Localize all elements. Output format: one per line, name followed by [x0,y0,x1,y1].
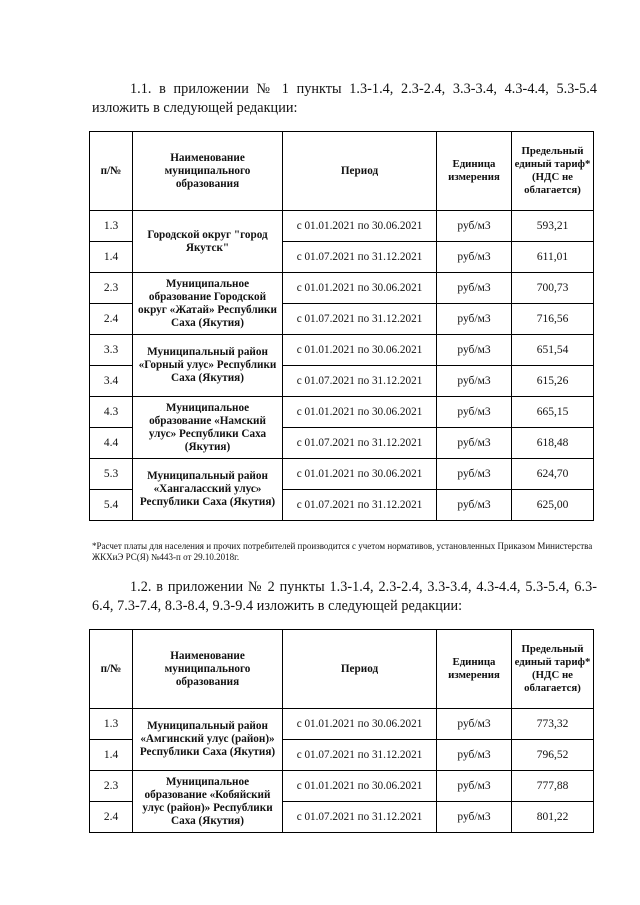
row-number: 2.4 [90,802,133,833]
period-cell: с 01.01.2021 по 30.06.2021 [283,397,437,428]
table-row [90,709,594,740]
unit-cell: руб/м3 [437,740,512,771]
tariff-value: 801,22 [512,802,594,833]
unit-cell: руб/м3 [437,802,512,833]
table-body [90,709,594,833]
header-municipality: Наименование муниципального образования [133,630,283,709]
period-cell: с 01.07.2021 по 31.12.2021 [283,740,437,771]
municipality-name: Муниципальный район «Хангаласский улус» Республики Саха (Якутия) [133,459,283,521]
period-cell: с 01.01.2021 по 30.06.2021 [283,709,437,740]
tariff-value: 773,32 [512,709,594,740]
tariff-value: 796,52 [512,740,594,771]
table-header-row [90,630,594,709]
municipality-name: Муниципальное образование Городской округ «Жатай» Республики Саха (Якутия) [133,273,283,335]
period-cell: с 01.01.2021 по 30.06.2021 [283,211,437,242]
footnote: *Расчет платы для населения и прочих потребителей производится с учетом нормативов, установленных Приказом Министерства ЖКХиЭ РС(Я) №443-п от 29.10.2018г. [92,541,593,562]
tariff-value: 700,73 [512,273,594,304]
period-cell: с 01.07.2021 по 31.12.2021 [283,366,437,397]
period-cell: с 01.07.2021 по 31.12.2021 [283,490,437,521]
row-number: 3.3 [90,335,133,366]
row-number: 2.3 [90,771,133,802]
period-cell: с 01.01.2021 по 30.06.2021 [283,771,437,802]
unit-cell: руб/м3 [437,273,512,304]
period-cell: с 01.07.2021 по 31.12.2021 [283,802,437,833]
row-number: 1.4 [90,740,133,771]
row-number: 4.3 [90,397,133,428]
municipality-name: Муниципальное образование «Кобяйский улус (район)» Республики Саха (Якутия) [133,771,283,833]
municipality-name: Муниципальный район «Горный улус» Республики Саха (Якутия) [133,335,283,397]
unit-cell: руб/м3 [437,428,512,459]
unit-cell: руб/м3 [437,211,512,242]
section-2-intro: 1.2. в приложении № 2 пункты 1.3-1.4, 2.3-2.4, 3.3-3.4, 4.3-4.4, 5.3-5.4, 6.3-6.4, 7.3-7.4, 8.3-8.4, 9.3-9.4 изложить в следующей редакции: [92,579,597,614]
header-unit: Единица измерения [437,630,512,709]
row-number: 2.4 [90,304,133,335]
header-num: п/№ [90,630,133,709]
tariff-table-appendix-1 [89,131,594,521]
table-row [90,771,594,802]
period-cell: с 01.07.2021 по 31.12.2021 [283,428,437,459]
table-header-row [90,132,594,211]
header-municipality: Наименование муниципального образования [133,132,283,211]
row-number: 4.4 [90,428,133,459]
unit-cell: руб/м3 [437,335,512,366]
unit-cell: руб/м3 [437,242,512,273]
municipality-name: Городской округ "город Якутск" [133,211,283,273]
unit-cell: руб/м3 [437,366,512,397]
unit-cell: руб/м3 [437,771,512,802]
header-tariff: Предельный единый тариф* (НДС не облагается) [512,132,594,211]
table-row [90,335,594,366]
table-row [90,211,594,242]
table-row [90,273,594,304]
municipality-name: Муниципальное образование «Намский улус» Республики Саха (Якутия) [133,397,283,459]
tariff-value: 665,15 [512,397,594,428]
row-number: 1.3 [90,709,133,740]
header-tariff: Предельный единый тариф* (НДС не облагается) [512,630,594,709]
unit-cell: руб/м3 [437,397,512,428]
row-number: 5.3 [90,459,133,490]
unit-cell: руб/м3 [437,459,512,490]
tariff-table-appendix-2 [89,629,594,833]
tariff-value: 625,00 [512,490,594,521]
table-row [90,459,594,490]
municipality-name: Муниципальный район «Амгинский улус (район)» Республики Саха (Якутия) [133,709,283,771]
unit-cell: руб/м3 [437,490,512,521]
tariff-value: 716,56 [512,304,594,335]
tariff-value: 618,48 [512,428,594,459]
unit-cell: руб/м3 [437,304,512,335]
tariff-value: 624,70 [512,459,594,490]
header-unit: Единица измерения [437,132,512,211]
header-num: п/№ [90,132,133,211]
table-body [90,211,594,521]
row-number: 5.4 [90,490,133,521]
row-number: 1.4 [90,242,133,273]
period-cell: с 01.01.2021 по 30.06.2021 [283,273,437,304]
tariff-value: 651,54 [512,335,594,366]
header-period: Период [283,630,437,709]
row-number: 1.3 [90,211,133,242]
header-period: Период [283,132,437,211]
row-number: 2.3 [90,273,133,304]
period-cell: с 01.01.2021 по 30.06.2021 [283,335,437,366]
tariff-value: 593,21 [512,211,594,242]
period-cell: с 01.07.2021 по 31.12.2021 [283,304,437,335]
tariff-value: 611,01 [512,242,594,273]
period-cell: с 01.07.2021 по 31.12.2021 [283,242,437,273]
table-row [90,397,594,428]
tariff-value: 777,88 [512,771,594,802]
unit-cell: руб/м3 [437,709,512,740]
period-cell: с 01.01.2021 по 30.06.2021 [283,459,437,490]
section-1-intro: 1.1. в приложении № 1 пункты 1.3-1.4, 2.3-2.4, 3.3-3.4, 4.3-4.4, 5.3-5.4 изложить в следующей редакции: [92,81,597,116]
tariff-value: 615,26 [512,366,594,397]
row-number: 3.4 [90,366,133,397]
